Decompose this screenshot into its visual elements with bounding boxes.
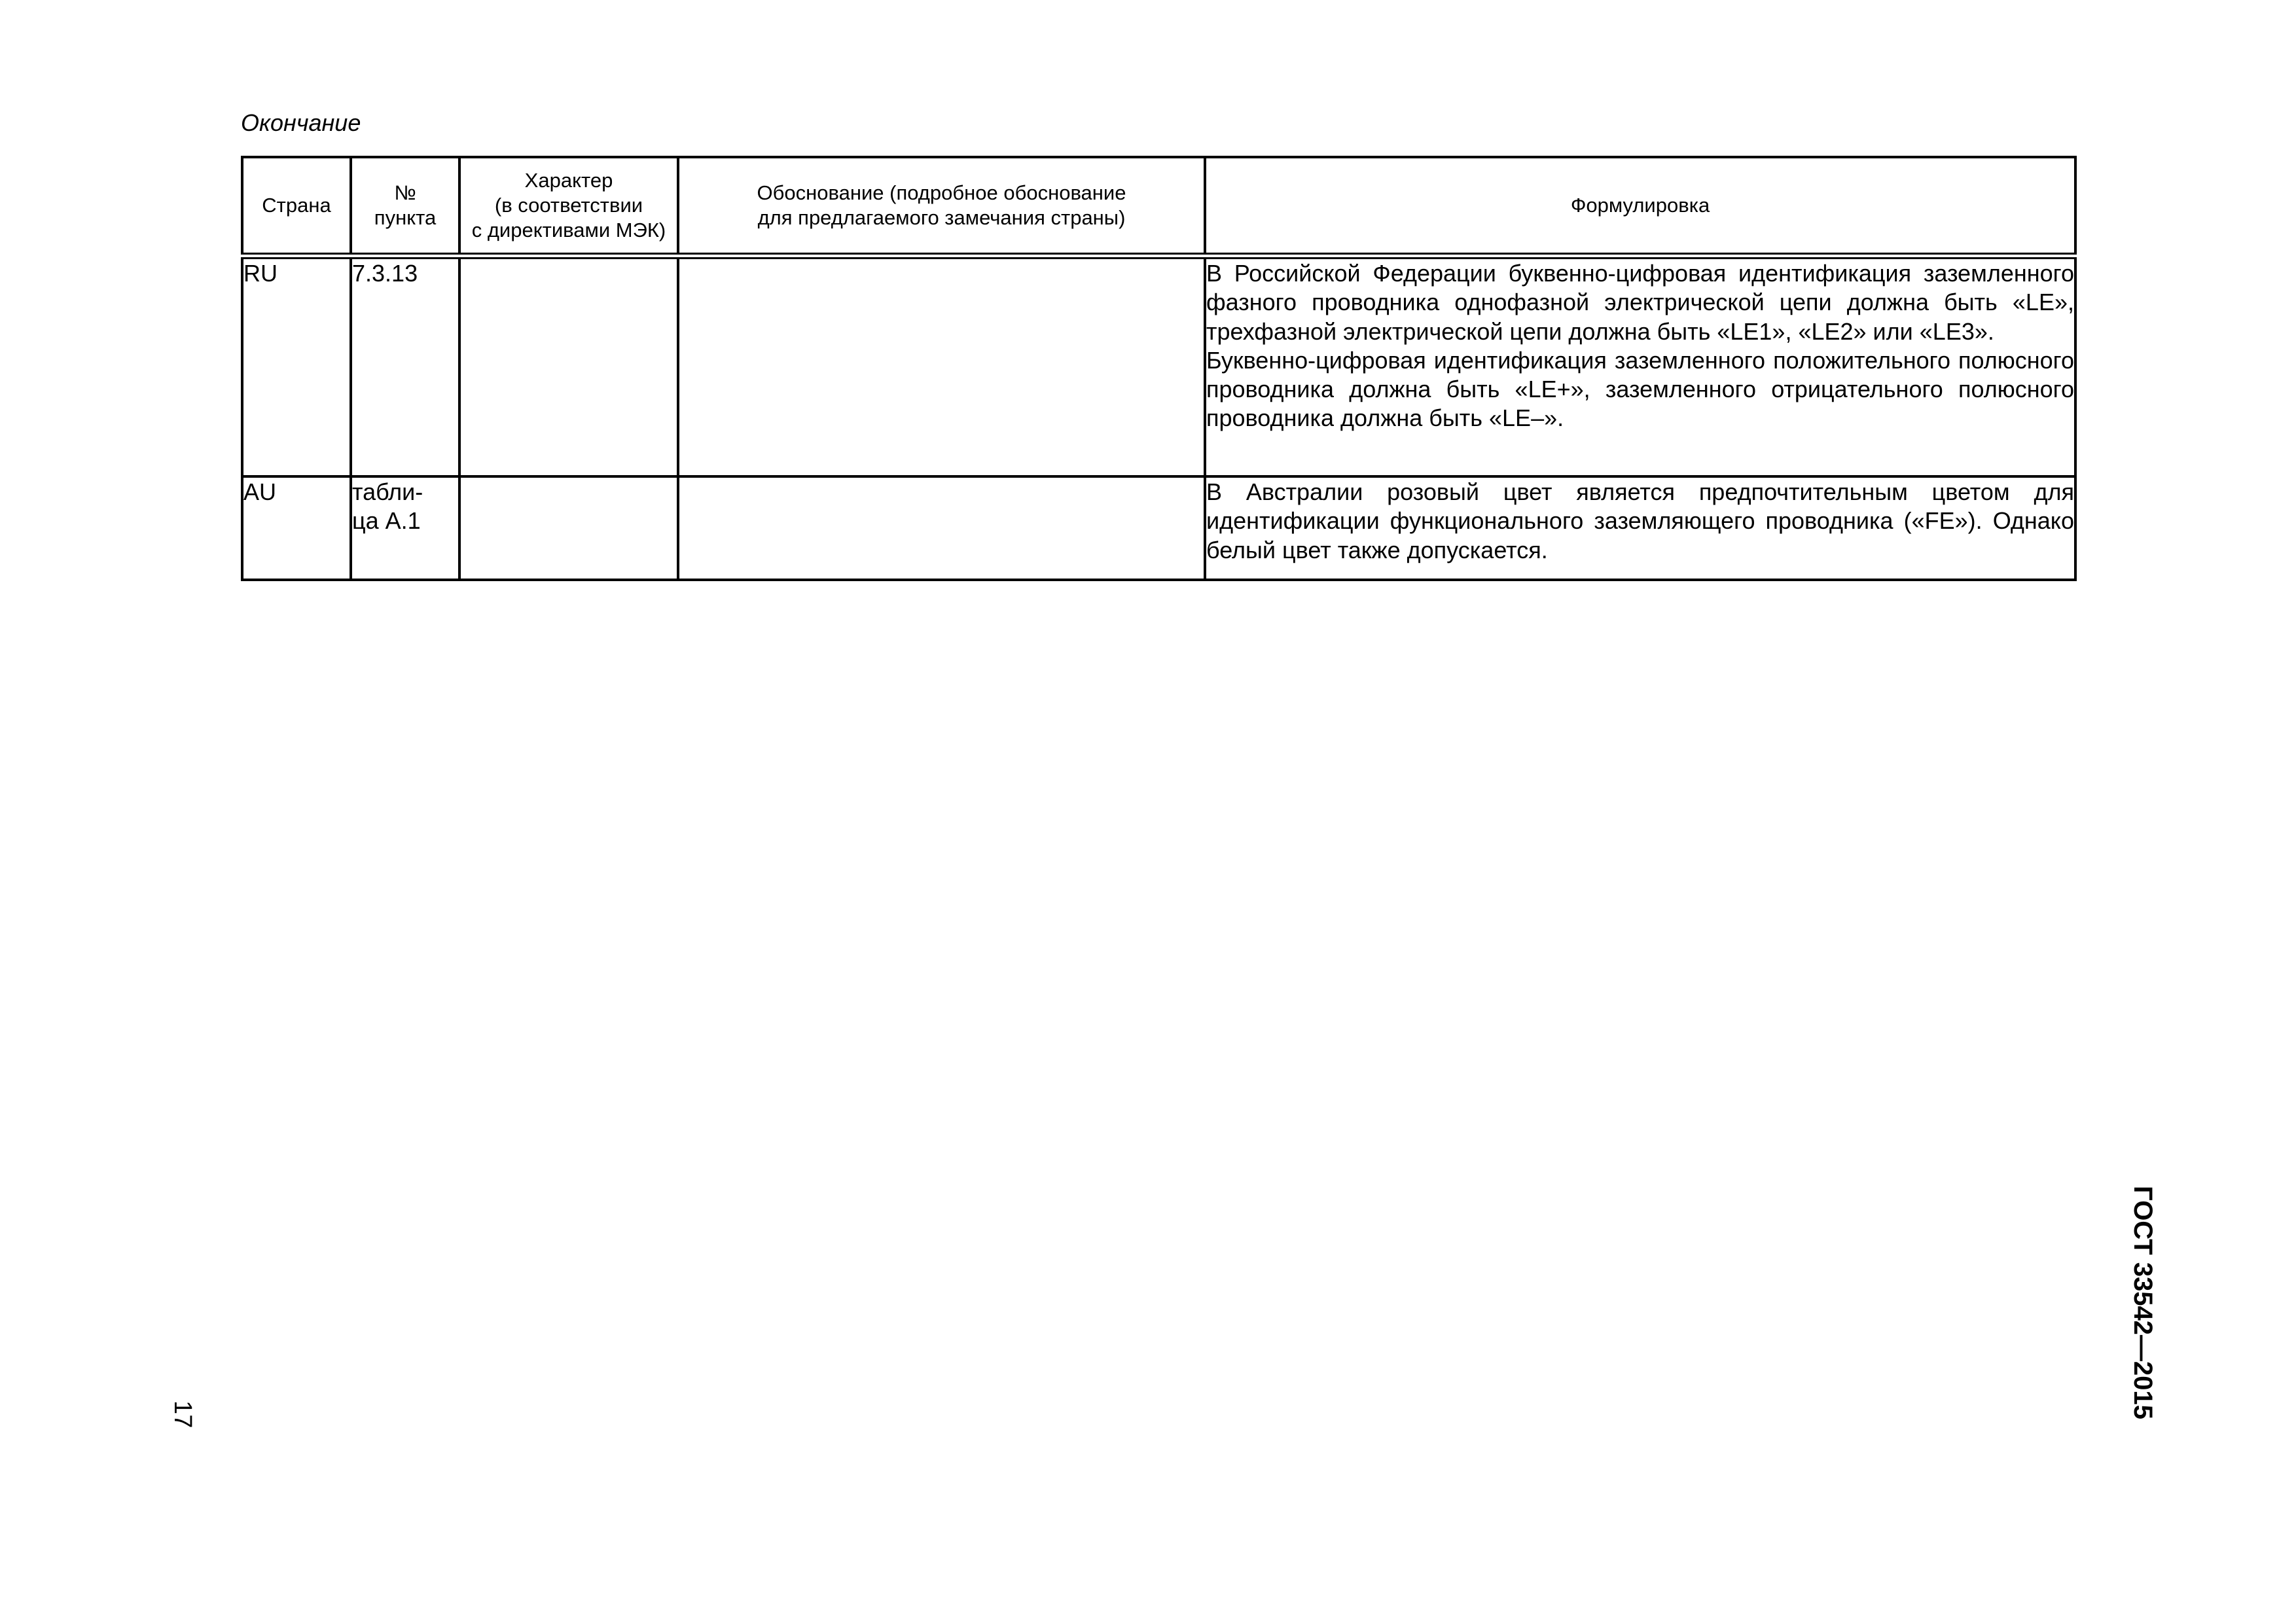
comments-table [241, 156, 2077, 581]
header-character-line: (в соответствии [494, 194, 643, 217]
row-country: AU [242, 476, 351, 580]
row-character [459, 476, 678, 580]
header-character [459, 157, 678, 256]
wording-paragraph: В Российской Федерации буквенно-цифровая идентификация заземленного фазного проводника однофазной электрической цепи должна быть «LE», трехфазной электрической цепи должна быть «LE1», «LE2» или «LE3». [1206, 260, 2074, 345]
wording-paragraph: Буквенно-цифровая идентификация заземленного положительного полюсного проводника должна быть «LE+», заземленного отрицательного полюсного проводника должна быть «LE–». [1206, 346, 2074, 432]
row-justification [678, 476, 1205, 580]
row-country: RU [242, 256, 351, 476]
page-number: 17 [169, 1400, 196, 1429]
header-justification-line: Обоснование (подробное обоснование [757, 181, 1126, 205]
header-clause-line: пункта [374, 206, 437, 229]
wording-paragraph: В Австралии розовый цвет является предпочтительным цветом для идентификации функционального заземляющего проводника («FE»). Однако белый цвет также допускается. [1206, 478, 2074, 563]
table-row [242, 476, 2075, 580]
row-character [459, 256, 678, 476]
table-header-row [242, 157, 2075, 256]
header-justification [678, 157, 1205, 256]
header-justification-line: для предлагаемого замечания страны) [757, 206, 1126, 229]
row-wording [1205, 476, 2075, 580]
row-clause-line: 7.3.13 [352, 260, 418, 287]
row-clause [351, 476, 459, 580]
header-clause-line: № [394, 181, 416, 205]
row-clause-line: ца А.1 [352, 507, 421, 535]
header-country: Страна [242, 157, 351, 256]
header-wording: Формулировка [1205, 157, 2075, 256]
row-justification [678, 256, 1205, 476]
header-character-line: Характер [524, 169, 613, 192]
header-clause [351, 157, 459, 256]
continuation-label: Окончание [241, 109, 361, 136]
row-wording [1205, 256, 2075, 476]
standard-id: ГОСТ 33542—2015 [2128, 1186, 2157, 1419]
row-clause [351, 256, 459, 476]
table-row [242, 256, 2075, 476]
row-clause-line: табли- [352, 478, 423, 505]
header-character-line: с директивами МЭК) [471, 218, 666, 241]
